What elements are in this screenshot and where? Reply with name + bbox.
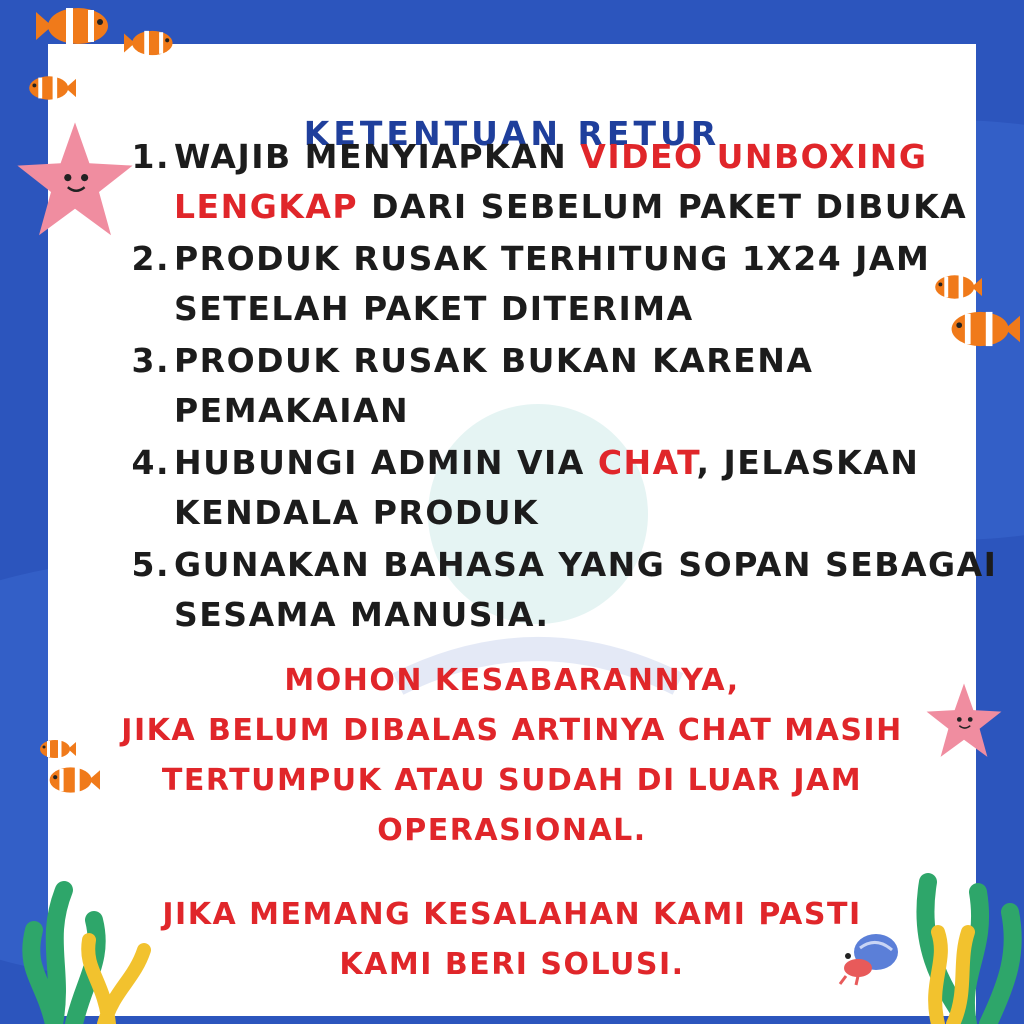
rule-text: PRODUK RUSAK BUKAN KARENA PEMAKAIAN — [174, 341, 814, 430]
rule-number: 2. — [131, 239, 170, 278]
note-line: MOHON KESABARANNYA, — [284, 663, 740, 698]
starfish-icon — [12, 120, 138, 240]
rule-text-part: WAJIB MENYIAPKAN — [174, 137, 581, 176]
rule-text: GUNAKAN BAHASA YANG SOPAN SEBAGAI SESAMA MANUSIA. — [174, 545, 998, 634]
rule-text — [174, 132, 1024, 232]
clownfish-icon — [24, 72, 76, 104]
rule-highlight: CHAT — [597, 443, 697, 482]
rule-number: 3. — [131, 341, 170, 380]
rules-list — [48, 44, 998, 1016]
rule-number: 1. — [131, 137, 170, 176]
rule-highlight: VIDEO UNBOXING LENGKAP — [174, 137, 928, 226]
coral-icon — [14, 860, 164, 1024]
rule-text-part: HUBUNGI ADMIN VIA — [174, 443, 598, 482]
note-line: KAMI BERI SOLUSI. — [339, 947, 685, 982]
page-title: KETENTUAN RETUR — [303, 114, 721, 153]
hermit-crab-icon — [838, 928, 904, 986]
note-line: JIKA MEMANG KESALAHAN KAMI PASTI — [162, 897, 862, 932]
rule-text — [174, 438, 1024, 538]
clownfish-icon — [124, 26, 178, 60]
clownfish-icon — [944, 304, 1020, 354]
note-line: JIKA BELUM DIBALAS ARTINYA CHAT MASIH — [121, 713, 903, 748]
notes-block — [48, 890, 976, 990]
rule-number: 5. — [131, 545, 170, 584]
clownfish-icon — [930, 270, 982, 304]
content-card — [48, 44, 998, 1016]
clownfish-icon — [36, 736, 76, 762]
rule-number: 4. — [131, 443, 170, 482]
rule-text: PRODUK RUSAK TERHITUNG 1X24 JAM SETELAH PAKET DITERIMA — [174, 239, 931, 328]
clownfish-icon — [36, 2, 116, 50]
notes-block — [48, 656, 976, 856]
note-line: TERTUMPUK ATAU SUDAH DI LUAR JAM — [161, 763, 863, 798]
coral-icon — [898, 832, 1024, 1024]
note-line: OPERASIONAL. — [377, 813, 647, 848]
clownfish-icon — [44, 762, 100, 798]
rule-text-part: , JELASKAN KENDALA PRODUK — [174, 443, 920, 532]
starfish-icon — [924, 682, 1004, 760]
rule-text-part: DARI SEBELUM PAKET DIBUKA — [358, 187, 968, 226]
